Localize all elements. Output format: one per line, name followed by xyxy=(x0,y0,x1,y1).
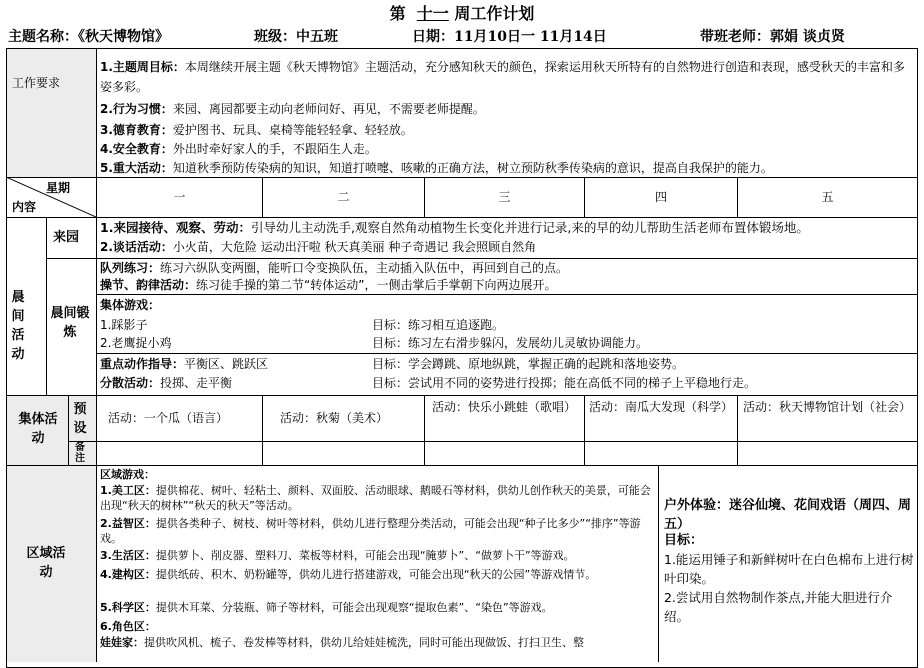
weekday-wed: 三 xyxy=(498,190,511,204)
outdoor-goal-heading: 目标： xyxy=(664,533,704,548)
game-2-goal: 目标：练习左右滑步躲闪，发展幼儿灵敏协调能力。 xyxy=(372,336,649,350)
outdoor-goal-2: 2.尝试用自然物制作茶点,并能大胆进行介绍。 xyxy=(664,590,893,624)
class-name: 班级：中五班 xyxy=(254,29,338,45)
collective-label: 集体活动 xyxy=(18,412,58,446)
split-activity-goal: 目标：尝试用不同的姿势进行投掷；能在高低不同的梯子上平稳地行走。 xyxy=(372,376,757,390)
key-action-line: 重点动作指导：平衡区、跳跃区 xyxy=(100,357,269,371)
requirement-item-5: 5.重大活动：知道秋季预防传染病的知识，知道打喷嚏、咳嗽的正确方法，树立预防秋季传染病的意识，提高自我保护的能力。 xyxy=(100,161,773,175)
arrival-label: 来园 xyxy=(53,230,80,245)
divider xyxy=(737,395,738,465)
activity-fri: 活动：秋天博物馆计划（社会） xyxy=(742,400,911,414)
weekday-fri: 五 xyxy=(821,190,834,204)
divider xyxy=(584,395,585,465)
arrival-line-1: 1.来园接待、观察、劳动：引导幼儿主动洗手,观察自然角动植物生长变化并进行记录,来的早的幼儿帮助生活老师布置体锻场地。 xyxy=(100,220,809,235)
gym-line: 操节、韵律活动：练习徒手操的第二节“转体运动”，一侧击掌后手掌朝下向两边展开。 xyxy=(100,278,557,292)
outdoor-title: 户外体验：迷谷仙境、花间戏语（周四、周五） xyxy=(664,498,912,532)
area-games-heading: 区域游戏： xyxy=(100,468,155,481)
area-item-life: 3.生活区：提供萝卜、削皮器、塑料刀、菜板等材料，可能会出现“腌萝卜”、“做萝卜干”等游戏。 xyxy=(100,549,575,562)
requirement-item-3: 3.德育教育：爱护图书、玩具、桌椅等能轻轻拿、轻轻放。 xyxy=(100,123,413,137)
weekday-corner-label: 星期 xyxy=(46,181,71,195)
requirements-label-cell xyxy=(7,49,96,177)
divider xyxy=(68,441,918,442)
note-label: 备注 xyxy=(75,442,85,464)
divider xyxy=(6,217,918,218)
page-title: 第 十一 周工作计划 xyxy=(389,4,535,23)
divider xyxy=(262,395,263,465)
date-range: 日期：11月10日一 11月14日 xyxy=(412,29,607,45)
area-item-build: 4.建构区：提供纸砖、积木、奶粉罐等，供幼儿进行搭建游戏，可能会出现“秋天的公园”等游戏情节。 xyxy=(100,568,597,581)
games-heading: 集体游戏： xyxy=(100,298,161,312)
area-item-science: 5.科学区：提供木耳菜、分装瓶、筛子等材料，可能会出现观察“提取色素”、“染色”等游戏。 xyxy=(100,601,553,614)
area-item-doll-house: 娃娃家：提供吹风机、梳子、卷发棒等材料，供幼儿给娃娃梳洗，同时可能出现做饭、打扫卫生、整 xyxy=(100,636,584,649)
requirements-label: 工作要求 xyxy=(12,76,61,90)
exercise-label: 晨间锻炼 xyxy=(50,306,90,340)
outdoor-goal-1: 1.能运用锤子和新鲜树叶在白色棉布上进行树叶印染。 xyxy=(664,552,914,586)
requirement-item-1: 1.主题周目标：本周继续开展主题《秋天博物馆》主题活动，充分感知秋天的颜色，探索运用秋天所特有的自然物进行创造和表现，感受秋天的丰富和多姿多彩。 xyxy=(100,60,905,94)
requirement-item-4: 4.安全教育：外出时牵好家人的手，不跟陌生人走。 xyxy=(100,142,377,156)
theme-name: 主题名称：《秋天博物馆》 xyxy=(8,29,169,45)
content-corner-label: 内容 xyxy=(12,200,37,214)
teacher-names: 带班老师：郭娟 谈贞贤 xyxy=(700,29,845,45)
divider xyxy=(658,465,659,662)
game-2-name: 2.老鹰捉小鸡 xyxy=(100,336,172,350)
weekday-thu: 四 xyxy=(654,190,667,204)
area-item-art: 1.美工区：提供棉花、树叶、轻粘土、颜料、双面胶、活动眼球、鹅暖石等材料，供幼儿创作秋天的美景，可能会出现“秋天的树林”“秋天的秋天”等活动。 xyxy=(100,484,651,512)
game-1-name: 1.踩影子 xyxy=(100,318,148,332)
split-activity-line: 分散活动：投掷、走平衡 xyxy=(100,376,233,390)
morning-label: 晨间活动 xyxy=(11,290,25,362)
game-1-goal: 目标：练习相互追逐跑。 xyxy=(372,318,505,332)
divider xyxy=(6,177,918,178)
weekday-mon: 一 xyxy=(173,190,186,204)
arrival-line-2: 2.谈话活动：小火苗，大危险 运动出汗啦 秋天真美丽 种子奇遇记 我会照顾自然角 xyxy=(100,240,537,254)
activity-wed: 活动：快乐小跳蛙（歌唱） xyxy=(431,400,576,414)
weekday-tue: 二 xyxy=(337,190,350,204)
activity-mon: 活动：一个瓜（语言） xyxy=(108,411,229,425)
divider xyxy=(424,395,425,465)
activity-tue: 活动：秋菊（美术） xyxy=(280,411,389,425)
key-action-goal: 目标：学会蹲跳、原地纵跳，掌握正确的起跳和落地姿势。 xyxy=(372,357,685,371)
divider xyxy=(6,395,918,396)
divider xyxy=(46,217,47,395)
drill-line: 队列练习：练习六纵队变两圈，能听口令变换队伍，主动插入队伍中，再回到自己的点。 xyxy=(100,261,569,275)
divider xyxy=(96,294,918,295)
divider xyxy=(96,353,918,354)
area-label: 区域活动 xyxy=(26,546,66,580)
divider xyxy=(6,465,918,466)
requirement-item-2: 2.行为习惯：来园、离园都要主动向老师问好、再见，不需要老师提醒。 xyxy=(100,102,485,116)
preset-label: 预设 xyxy=(73,402,87,436)
divider xyxy=(96,48,97,662)
divider xyxy=(68,395,69,465)
area-item-role: 6.角色区： xyxy=(100,620,156,633)
activity-thu: 活动：南瓜大发现（科学） xyxy=(588,400,733,414)
area-item-puzzle: 2.益智区：提供各类种子、树枝、树叶等材料，供幼儿进行整理分类活动，可能会出现“种子比多少”“排序”等游戏。 xyxy=(100,517,641,545)
